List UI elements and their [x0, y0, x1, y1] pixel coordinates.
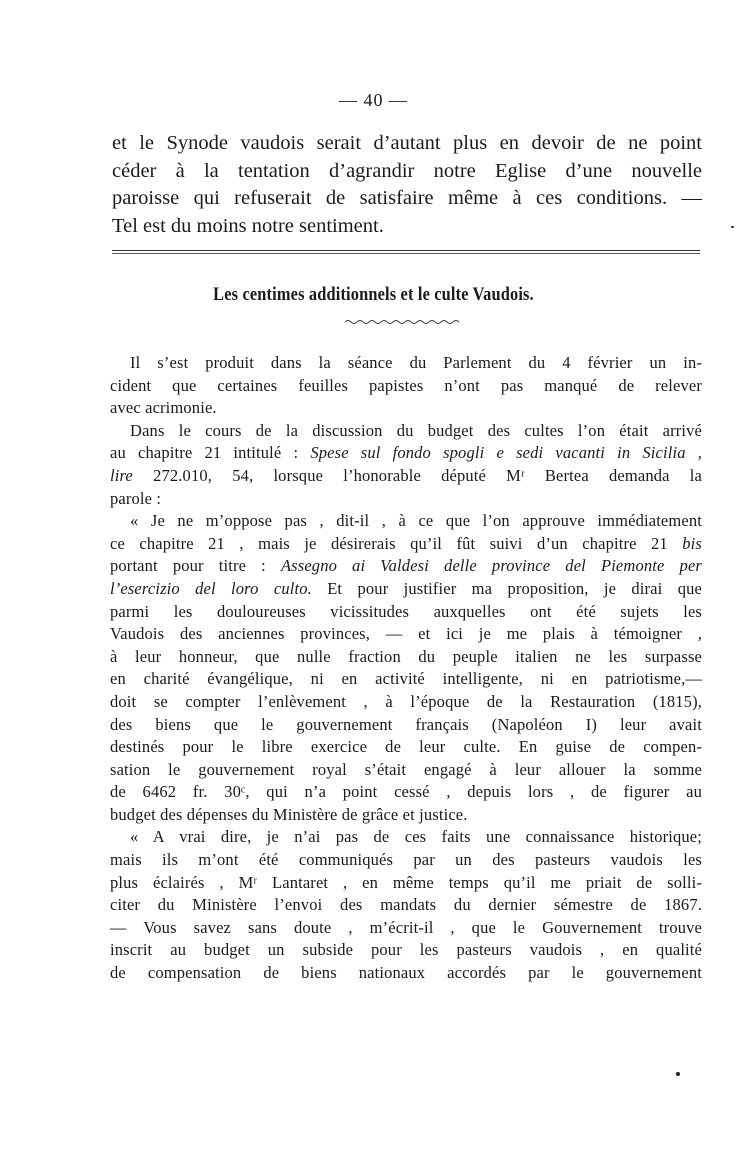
section-title: Les centimes additionnels et le culte Vaudois.: [213, 284, 534, 305]
body-line: [110, 601, 702, 624]
continued-paragraph: [112, 130, 702, 240]
text-run: parmi les douloureuses vicissitudes auxquelles ont été sujets les: [110, 601, 702, 621]
body-line: [110, 962, 702, 985]
body-line: [110, 488, 702, 511]
body-line: [110, 510, 702, 533]
text-run: budget des dépenses du Ministère de grâce et justice.: [110, 804, 468, 824]
body-line: [110, 781, 702, 804]
text-run: ce chapitre 21 , mais je désirerais qu’il fût suivi d’un chapitre 21: [110, 533, 683, 553]
text-run: en charité évangélique, ni en activité intelligente, ni en patriotisme,—: [110, 669, 702, 689]
text-run: à leur honneur, que nulle fraction du peuple italien ne les surpasse: [110, 646, 702, 666]
body-line: [110, 826, 702, 849]
text-run: avec acrimonie.: [110, 398, 217, 418]
body-line: [110, 849, 702, 872]
text-run: des biens que le gouvernement français (Napoléon I) leur avait: [110, 714, 702, 734]
body-line: [110, 894, 702, 917]
body-line: [110, 668, 702, 691]
body-line: [110, 646, 702, 669]
paragraph-line: Tel est du moins notre sentiment.: [112, 214, 384, 237]
body-line: [110, 578, 702, 601]
body-line: [110, 442, 702, 465]
text-run: de 6462 fr. 30ᶜ, qui n’a point cessé , depuis lors , de figurer au: [110, 782, 702, 802]
italic-text: bis: [682, 533, 702, 553]
body-line: [110, 397, 702, 420]
text-run: Vaudois des anciennes provinces, — et ici je me plais à témoigner ,: [110, 624, 702, 644]
body-line: [110, 420, 702, 443]
body-line: [110, 759, 702, 782]
body-line: [110, 736, 702, 759]
text-run: doit se compter l’enlèvement , à l’époque de la Restauration (1815),: [110, 691, 702, 711]
page-number: — 40 —: [339, 90, 408, 110]
body-line: [110, 533, 702, 556]
italic-text: Assegno ai Valdesi delle province del Piemonte per: [280, 556, 702, 576]
ink-speck: [731, 226, 734, 228]
body-line: [110, 465, 702, 488]
article-body: [110, 352, 702, 985]
body-line: [110, 555, 702, 578]
text-run: plus éclairés , Mʳ Lantaret , en même temps qu’il me priait de solli-: [110, 872, 702, 892]
body-line: [110, 872, 702, 895]
text-run: « Je ne m’oppose pas , dit-il , à ce que l’on approuve immédiatement: [130, 511, 702, 531]
italic-text: Spese sul fondo spogli e sedi vacanti in Sicilia ,: [310, 443, 702, 463]
text-run: au chapitre 21 intitulé :: [110, 443, 311, 463]
text-run: inscrit au budget un subside pour les pasteurs vaudois , en qualité: [110, 940, 702, 960]
body-line: [110, 375, 702, 398]
text-run: sation le gouvernement royal s’était engagé à leur allouer la somme: [110, 759, 702, 779]
italic-text: lire: [110, 465, 133, 485]
section-divider: [112, 250, 700, 254]
body-line: [110, 352, 702, 375]
paragraph-line: et le Synode vaudois serait d’autant plus en devoir de ne point: [112, 132, 702, 154]
italic-text: l’esercizio del loro culto.: [110, 578, 312, 598]
text-run: Il s’est produit dans la séance du Parlement du 4 février un in-: [130, 353, 702, 372]
body-line: [110, 714, 702, 737]
title-ornament: [345, 318, 459, 326]
body-line: [110, 804, 702, 827]
paragraph-line: paroisse qui refuserait de satisfaire même à ces conditions. —: [112, 187, 702, 209]
text-run: Dans le cours de la discussion du budget des cultes l’on était arrivé: [130, 420, 702, 440]
text-run: portant pour titre :: [110, 556, 281, 576]
body-line: [110, 691, 702, 714]
body-line: [110, 917, 702, 940]
text-run: 272.010, 54, lorsque l’honorable député Mʳ Bertea demanda la: [132, 465, 702, 485]
text-run: mais ils m’ont été communiqués par un des pasteurs vaudois les: [110, 850, 702, 870]
text-run: destinés pour le libre exercice de leur culte. En guise de compen-: [110, 737, 702, 757]
text-run: Et pour justifier ma proposition, je dirai que: [311, 578, 702, 598]
body-line: [110, 623, 702, 646]
ink-speck: [676, 1072, 680, 1076]
text-run: citer du Ministère l’envoi des mandats du dernier sémestre de 1867.: [110, 895, 702, 915]
body-line: [110, 939, 702, 962]
text-run: — Vous savez sans doute , m’écrit-il , que le Gouvernement trouve: [110, 917, 702, 937]
paragraph-line: céder à la tentation d’agrandir notre Eglise d’une nouvelle: [112, 159, 702, 182]
text-run: parole :: [110, 488, 162, 508]
text-run: de compensation de biens nationaux accordés par le gouvernement: [110, 963, 702, 983]
text-run: cident que certaines feuilles papistes n’ont pas manqué de relever: [110, 375, 702, 395]
text-run: « A vrai dire, je n’ai pas de ces faits une connaissance historique;: [130, 827, 702, 847]
